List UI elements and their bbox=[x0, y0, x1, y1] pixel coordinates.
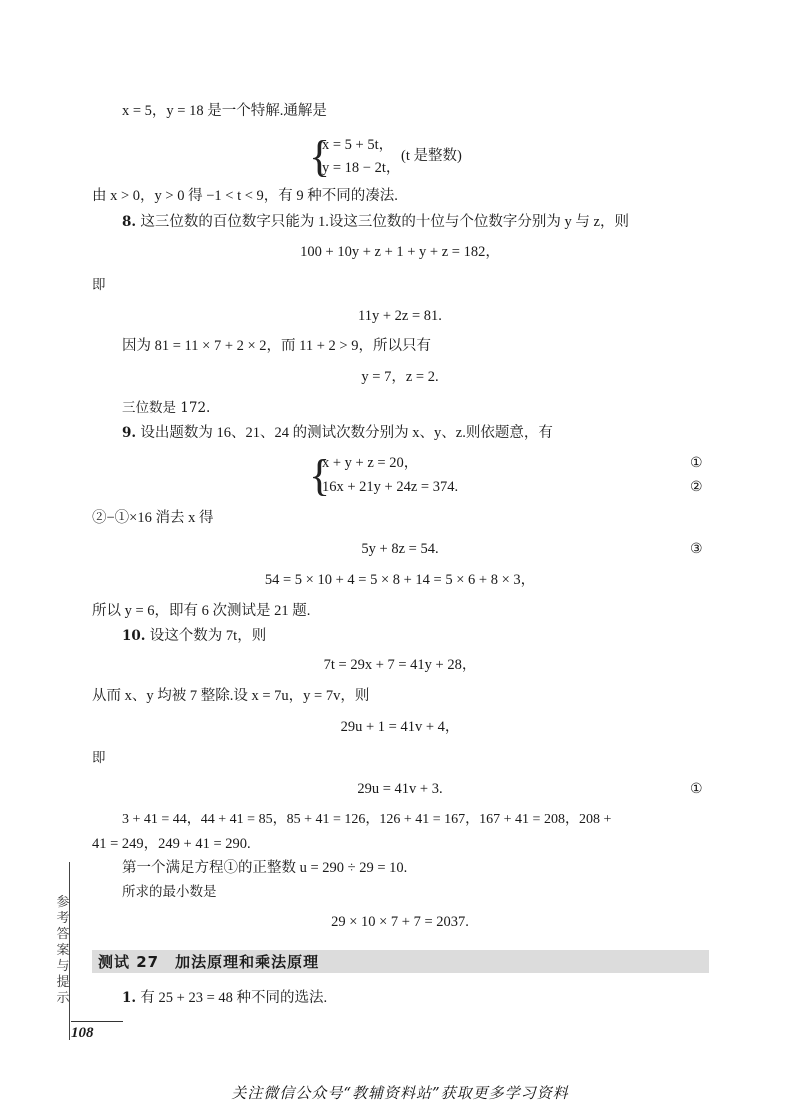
equation-line: 54 = 5 × 10 + 4 = 5 × 8 + 14 = 5 × 6 + 8 × 3， bbox=[264, 572, 536, 588]
question-text: 有 25 + 23 = 48 种不同的选法. bbox=[140, 990, 328, 1006]
text-line: 所求的最小数是 bbox=[122, 884, 217, 900]
text-line: 即 bbox=[92, 277, 106, 293]
text-line: ②−①×16 消去 x 得 bbox=[92, 510, 214, 526]
text-line: x = 5，y = 18 是一个特解.通解是 bbox=[122, 103, 327, 119]
equation-line: 29u = 41v + 3. bbox=[357, 781, 443, 797]
text-line: 三位数是 172. bbox=[122, 400, 211, 416]
text-line: 从而 x、y 均被 7 整除.设 x = 7u，y = 7v，则 bbox=[92, 688, 370, 704]
question-1 bbox=[122, 988, 327, 1008]
page-number: 108 bbox=[71, 1025, 94, 1041]
equation-line: 29 × 10 × 7 + 7 = 2037. bbox=[331, 914, 469, 930]
equation-line: 16x + 21y + 24z = 374. bbox=[322, 479, 459, 495]
question-text: 设出题数为 16、21、24 的测试次数分别为 x、y、z.则依题意，有 bbox=[140, 425, 553, 441]
text-line: 由 x > 0，y > 0 得 −1 < t < 9，有 9 种不同的凑法. bbox=[92, 188, 398, 204]
text-line: 3 + 41 = 44，44 + 41 = 85，85 + 41 = 126，126 + 41 = 167，167 + 41 = 208，208 + bbox=[122, 812, 612, 827]
footer-note: 关注微信公众号“教辅资料站”获取更多学习资料 bbox=[231, 1084, 569, 1102]
left-brace: { bbox=[309, 451, 331, 500]
equation-line: 29u + 1 = 41v + 4， bbox=[340, 719, 460, 735]
question-number: 1. bbox=[122, 990, 137, 1006]
question-number: 10. bbox=[122, 628, 146, 644]
question-9 bbox=[122, 423, 553, 443]
equation-marker: ① bbox=[690, 781, 703, 797]
left-brace: { bbox=[309, 132, 331, 181]
question-number: 9. bbox=[122, 425, 137, 441]
question-text: 这三位数的百位数字只能为 1.设这三位数的十位与个位数字分别为 y 与 z，则 bbox=[140, 214, 629, 230]
equation-note: (t 是整数) bbox=[401, 148, 462, 164]
question-10 bbox=[122, 626, 266, 646]
equation-line: 11y + 2z = 81. bbox=[358, 308, 442, 324]
text-line: 因为 81 = 11 × 7 + 2 × 2，而 11 + 2 > 9，所以只有 bbox=[122, 338, 431, 354]
question-text: 设这个数为 7t，则 bbox=[149, 628, 267, 644]
equation-line: y = 18 − 2t， bbox=[322, 160, 401, 176]
section-title: 测试 27 加法原理和乘法原理 bbox=[98, 953, 320, 971]
text-line: 即 bbox=[92, 750, 106, 766]
equation-marker: ② bbox=[690, 479, 703, 495]
text-line: 第一个满足方程①的正整数 u = 290 ÷ 29 = 10. bbox=[122, 860, 408, 876]
page-number-rule bbox=[71, 1021, 123, 1022]
equation-line: x = 5 + 5t， bbox=[322, 137, 394, 153]
equation-line: 100 + 10y + z + 1 + y + z = 182， bbox=[300, 244, 500, 260]
side-label: 参考答案与提示 bbox=[56, 895, 70, 1006]
question-number: 8. bbox=[122, 214, 137, 230]
equation-line: 7t = 29x + 7 = 41y + 28， bbox=[323, 657, 477, 673]
equation-line: y = 7，z = 2. bbox=[361, 369, 439, 385]
equation-marker: ③ bbox=[690, 541, 703, 557]
question-8 bbox=[122, 212, 629, 232]
equation-marker: ① bbox=[690, 455, 703, 471]
equation-line: x + y + z = 20， bbox=[322, 455, 419, 471]
equation-line: 5y + 8z = 54. bbox=[361, 541, 439, 557]
text-line: 41 = 249，249 + 41 = 290. bbox=[92, 836, 251, 852]
text-line: 所以 y = 6，即有 6 次测试是 21 题. bbox=[92, 603, 311, 619]
